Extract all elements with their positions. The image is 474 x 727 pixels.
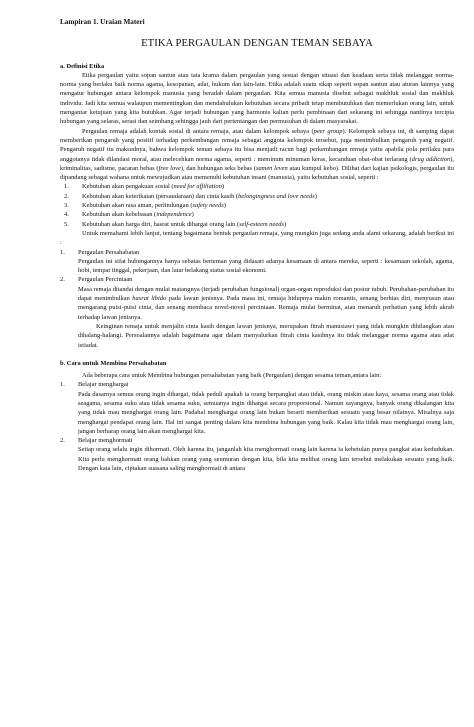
list-item bbox=[60, 210, 454, 219]
list-item bbox=[60, 201, 454, 210]
italic-term: belongingness and love needs bbox=[238, 192, 315, 200]
text-run: ) bbox=[314, 192, 317, 200]
list-item-heading bbox=[60, 436, 454, 445]
italic-term: free love bbox=[158, 164, 181, 172]
section-a-paragraph-2 bbox=[60, 127, 454, 183]
list-item-body bbox=[60, 285, 454, 322]
text-run: ) bbox=[283, 220, 287, 228]
list-item-body: Pada dasarnya semua orang ingin dihargai, tidak peduli apakah ia orang berpangkat atau tidak, orang miskin atau kaya, sesama orang atau tidak seagama, sesama suku atau tidak sesama suku, semuanya ingin dihargai secara proporsional. Namun sayangnya, banyak orang dikalangan kita yang tidak mau menghargai orang lain. Padahal menghargai orang lain bukan berarti memberikan sesuatu yang besar nilainya. Misalnya saja menghargai pendapat orang lain. Hal ini sangat penting dalam kita membina hubungan yang baik. Kalau kita tidak mau menghargai orang lain, jangan berharap orang lain akan menghargai kita. bbox=[78, 390, 454, 435]
text-run: ), dan hubungan seks bebas ( bbox=[180, 164, 256, 172]
list-item-heading bbox=[60, 248, 454, 257]
section-a-paragraph-1: Etika pergaulan yaitu sopan santun atau tata krama dalam pergaulan yang sesuai dengan situasi dan keadaan serta tidak melanggar norma-norma yang berlaku baik norma agama, kesopanan, adat, hukum dan lain-lain. Etika adalah suatu sikap seperti sopan santun atau aturan lainnya yang mengatur hubungan antara kelompok manusia yang beradab dalam pergaulan. Kita semua manusia disebut sebagai makhluk sosial dan makhluk individu. Jadi kita semua walaupun mementingkan dan mendahulukan kebutuhan secara pribadi tetap membutuhkan dan memerlukan orang lain, untuk mengantar ketujuan yang kita butuhkan. Agar terjadi hubungan yang harmonis kalian perlu pembinaan dari sekarang ini sehingga nantinya tercipta hubungan yang selaras, serasi dan seimbang sehingga jauh dari pertentangan dan permusuhan di dalam masyarakat. bbox=[60, 71, 454, 126]
text-run: ), kriminalitas, sadisme, pacaran bebas ( bbox=[60, 155, 455, 172]
text-run: Kebutuhan akan kebebasan ( bbox=[82, 211, 157, 219]
text-run: Kebutuhan akan keterikatan (persaudaraan) dan cinta kasih ( bbox=[82, 192, 239, 200]
section-b-heading: b. Cara untuk Membina Persahabatan bbox=[60, 359, 167, 367]
italic-term: samen leven bbox=[255, 164, 288, 172]
list-text bbox=[82, 192, 454, 201]
appendix-label: Lampiran 1. Uraian Materi bbox=[60, 18, 145, 26]
text-run: pada lawan jenisnya. Pada masa ini, remaja hidupnya makin romantis, senang berhias diri, menyusun atau mengarang puisi-puisi cinta, dan senang membaca novel-novel percintaan. Remaja mulai berminat, atau menaruh perhatian yang lebih akrab terhadap lawan jenisnya. bbox=[78, 295, 454, 321]
italic-term: independence bbox=[156, 211, 192, 219]
text-run: Kebutuhan akan rasa aman, perlindungan ( bbox=[82, 202, 193, 210]
list-number: 1. bbox=[60, 248, 65, 256]
text-run: ) bbox=[223, 202, 226, 210]
list-item-body: Setiap orang selalu ingin dihormati. Oleh karena itu, janganlah kita menghormati orang lain karena ia kebetulan punya pangkat atau kedudukan. Kita perlu menghormati orang bahkan orang yang seumuran dengan kita, bila kita melihat orang lain tersebut melakukan sesuatu yang baik. Dengan kata lain, ciptakan suasana saling menghormati di antara bbox=[78, 446, 454, 473]
list-text bbox=[82, 210, 454, 219]
list-number: 5. bbox=[64, 220, 69, 228]
list-item-heading bbox=[60, 275, 454, 284]
list-heading-text: Pergaulan Persahabatan bbox=[78, 248, 140, 256]
list-number: 2. bbox=[60, 437, 65, 445]
text-run: ) bbox=[221, 183, 224, 191]
list-number: 2. bbox=[60, 276, 65, 284]
needs-list bbox=[60, 182, 454, 228]
section-a-heading: a. Definisi Etika bbox=[60, 62, 105, 70]
spacer bbox=[60, 350, 454, 359]
text-run: Masa remaja ditandai dengan mulai matangnya (terjadi perubahan fungsional) organ-organ reproduksi dan postur tubuh. Perubahan-perubahan itu dapat menimbulkan bbox=[78, 285, 454, 303]
list-number: 3. bbox=[64, 202, 69, 210]
italic-term: safety needs bbox=[192, 202, 224, 210]
text-run: Pergaulan remaja adalah kontak sosial di antara remaja, atau dalam kelompok sebaya ( bbox=[82, 127, 314, 135]
relationship-forms-list bbox=[60, 248, 454, 350]
section-b-intro: Ada beberapa cara untuk Membina hubungan persahabatan yang baik (Pergaulan) dengan sesama teman,antara lain: bbox=[82, 372, 382, 380]
list-item bbox=[60, 220, 454, 229]
list-item bbox=[60, 436, 454, 473]
text-run: Kebutuhan akan harga diri, hasrat untuk dihargai orang lain ( bbox=[82, 220, 240, 228]
friendship-tips-list bbox=[60, 380, 454, 473]
italic-term: drug addiction bbox=[411, 155, 451, 163]
list-item bbox=[60, 192, 454, 201]
list-item bbox=[60, 380, 454, 436]
list-number: 4. bbox=[64, 211, 69, 219]
list-item bbox=[60, 182, 454, 191]
italic-term: hasrat libido bbox=[132, 295, 167, 303]
list-text bbox=[82, 182, 454, 191]
list-item bbox=[60, 275, 454, 349]
document-title: ETIKA PERGAULAN DENGAN TEMAN SEBAYA bbox=[141, 38, 373, 50]
italic-term: peer group bbox=[313, 127, 343, 135]
text-run: ). Kelompok sebaya ini, di samping dapat memberikan pengaruh yang positif terhadap perkembangan remaja sebagai anggota kelompok tersebut, juga menimbulkan pengaruh yang negatif. Pengaruh negatif itu maksudnya, bahwa kelompok teman sebaya itu bisa menjadi racun bagi perkembangan remaja yaitu apabila pola perilaku para anggotanya tidak dilandasi moral, atau melecehkan norma agama, seperti : meminum minuman keras, kecanduan obat-obat terlarang ( bbox=[60, 127, 454, 163]
list-heading-text: Pergaulan Percintaan bbox=[78, 276, 133, 284]
italic-term: self-esteem needs bbox=[239, 220, 284, 228]
text-run: atau kumpul kebo). Dilihat dari kajian psikologis, pergaulan itu dipandang sebagai wahana untuk mewujudkan atau memenuhi kebutuhan insani (manusia), yaitu kebutuhan sosial, seperti : bbox=[60, 164, 454, 182]
list-text bbox=[82, 201, 454, 210]
list-heading-text: Belajar menghormati bbox=[78, 437, 133, 445]
text-run: ) bbox=[191, 211, 194, 219]
section-a-paragraph-3: Untuk memahami lebih lanjut, tentang bagaimana bentuk pergaulan remaja, yang mungkin juga sedang anda alami sekarang, adalah berikut ini : bbox=[60, 229, 454, 247]
text-run: Kebutuhan akan pengakuan sosial ( bbox=[82, 183, 174, 191]
list-number: 1. bbox=[64, 183, 69, 191]
list-number: 2. bbox=[64, 192, 69, 200]
list-text bbox=[82, 220, 454, 229]
list-item-heading bbox=[60, 380, 454, 389]
list-heading-text: Belajar menghargai bbox=[78, 381, 129, 389]
list-item-body: Keinginan remaja untuk menjalin cinta kasih dengan lawan jenisnya, merupakan fitrah manusiawi yang tidak mungkin dihilangkan atau dihalang-halangi. Persoalannya adalah bagaimana agar dalam menyalurkan fitrah cinta kasihnya itu tidak melanggar norma agama atau adat istiadat. bbox=[78, 322, 454, 349]
list-item bbox=[60, 248, 454, 276]
list-item-body: Pergaulan ini sifat hubungannya hanya sebatas berteman yang didasari adanya kesamaan di antara mereka, seperti : kesamaan sekolah, agama, hobi, tempat tinggal, pekerjaan, dan latar belakang status sosial ekonomi. bbox=[78, 257, 454, 275]
list-number: 1. bbox=[60, 381, 65, 389]
italic-term: need for affiliation bbox=[173, 183, 222, 191]
